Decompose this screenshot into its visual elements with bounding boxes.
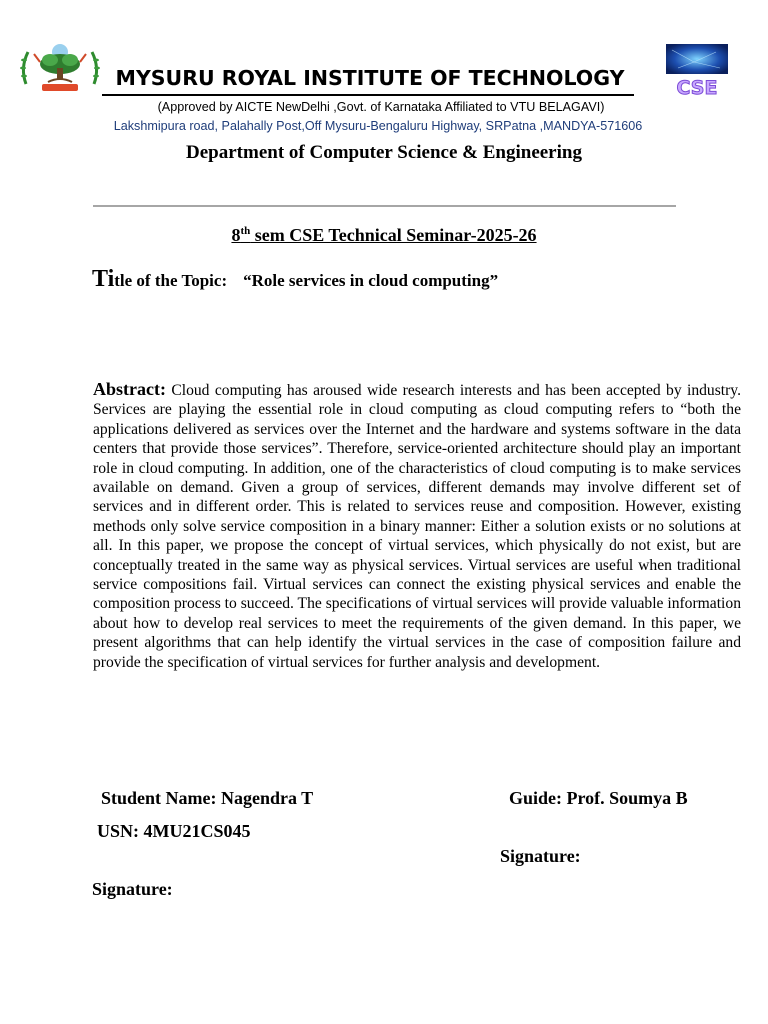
abstract-paragraph <box>93 380 741 672</box>
guide-signature-label: Signature: <box>500 846 581 866</box>
abstract-text: Cloud computing has aroused wide research interests and has been accepted by industry. Services are playing the essential role in cloud computing as cloud computing refers to “both the applications delivered as services over the Internet and the hardware and systems software in the data centers that provide those services”. Therefore, service-oriented architecture should play an important role in cloud computing. In addition, one of the characteristics of cloud computing is to make services available on demand. Given a group of services, different demands may involve different set of services and in different order. This is related to services reuse and composition. However, existing methods only solve service composition in a binary manner: Either a solution exists or no solutions at all. In this paper, we propose the concept of virtual services, which physically do not exist, but are conceptually treated in the same way as physical services. Virtual services are useful when traditional service compositions fail. Virtual services can connect the existing physical services and enable the composition process to succeed. The specifications of virtual services will provide valuable information about how to develop real services to meet the requirements of the given demand. In this paper, we present algorithms that can help identify the virtual services in the case of composition failure and provide the specification of virtual services for further analysis and development. <box>93 382 741 671</box>
department-title: Department of Computer Science & Engineering <box>186 142 582 163</box>
approval-line: (Approved by AICTE NewDelhi ,Govt. of Karnataka Affiliated to VTU BELAGAVI) <box>157 100 605 114</box>
student-name: Student Name: Nagendra T <box>101 788 314 808</box>
abstract-heading: Abstract: <box>93 379 166 399</box>
guide-name: Guide: Prof. Soumya B <box>509 788 688 808</box>
institute-address: Lakshmipura road, Palahally Post,Off Mysuru-Bengaluru Highway, SRPatna ,MANDYA-571606 <box>113 119 643 133</box>
seminar-title <box>100 225 668 246</box>
seminar-semester-number: 8 <box>231 225 241 245</box>
institute-name-underline <box>102 94 634 96</box>
cse-logo <box>664 44 732 98</box>
header-divider <box>93 205 676 207</box>
seminar-ordinal-suffix: th <box>240 225 251 237</box>
cse-logo-text: CSE <box>676 77 718 98</box>
seminar-title-text: sem CSE Technical Seminar-2025-26 <box>250 225 537 245</box>
college-emblem-logo <box>18 40 102 96</box>
institute-name: MYSURU ROYAL INSTITUTE OF TECHNOLOGY <box>115 66 625 90</box>
topic-label: tle of the Topic: <box>114 271 228 290</box>
topic-line <box>92 266 712 293</box>
topic-title: “Role services in cloud computing” <box>243 271 499 290</box>
topic-label-initial: Ti <box>92 266 115 292</box>
student-signature-label: Signature: <box>92 879 173 899</box>
student-usn: USN: 4MU21CS045 <box>97 821 251 841</box>
